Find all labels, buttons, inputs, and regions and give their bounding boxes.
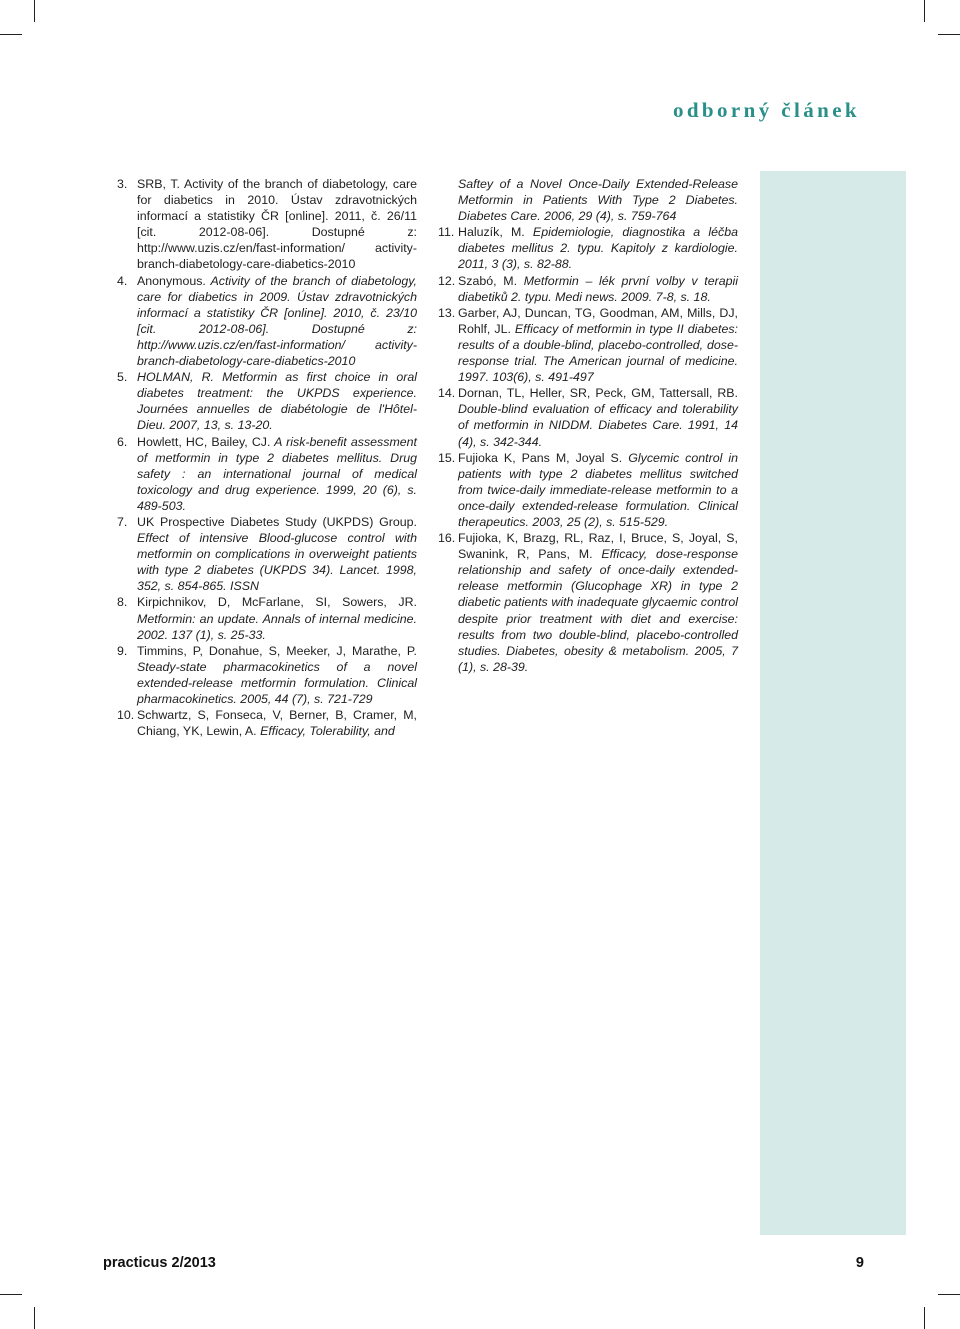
- reference-item: [117, 176, 417, 273]
- reference-title: Effect of intensive Blood-glucose control with metformin on complications in overweight patients with type 2 diabetes (UKPDS 34). Lancet. 1998, 352, s. 854-865. ISSN: [137, 531, 417, 594]
- reference-number: 9.: [117, 643, 128, 658]
- references-right-column: [438, 176, 738, 675]
- reference-title: Efficacy, Tolerability, and: [256, 724, 395, 739]
- reference-item: [438, 450, 738, 530]
- reference-number: 12.: [438, 273, 456, 288]
- crop-mark: [34, 0, 35, 22]
- crop-mark: [924, 1307, 925, 1329]
- reference-title: Saftey of a Novel Once-Daily Extended-Release Metformin in Patients With Type 2 Diabetes. Diabetes Care. 2006, 29 (4), s. 759-764: [458, 177, 738, 224]
- reference-item: [438, 305, 738, 385]
- reference-number: 7.: [117, 514, 128, 529]
- crop-mark: [938, 34, 960, 35]
- reference-number: 11.: [438, 225, 455, 240]
- reference-number: 4.: [117, 273, 128, 288]
- crop-mark: [34, 1307, 35, 1329]
- reference-authors: UK Prospective Diabetes Study (UKPDS) Group.: [137, 514, 417, 529]
- reference-number: 16.: [438, 531, 456, 546]
- reference-item: [117, 273, 417, 370]
- crop-mark: [0, 34, 22, 35]
- reference-item: [117, 369, 417, 433]
- crop-mark: [938, 1294, 960, 1295]
- reference-authors: Fujioka, K, Brazg, RL, Raz, I, Bruce, S, Joyal, S, Swanink, R, Pans, M.: [458, 531, 738, 562]
- reference-authors: Howlett, HC, Bailey, CJ.: [137, 434, 271, 449]
- reference-authors: Dornan, TL, Heller, SR, Peck, GM, Tattersall, RB.: [458, 386, 738, 401]
- reference-authors: Timmins, P, Donahue, S, Meeker, J, Marathe, P.: [137, 643, 417, 658]
- footer-journal: practicus 2/2013: [103, 1255, 216, 1271]
- reference-title: Double-blind evaluation of efficacy and tolerability of metformin in NIDDM. Diabetes Care. 1991, 14 (4), s. 342-344.: [458, 402, 738, 449]
- reference-authors: Haluzík, M.: [458, 225, 525, 240]
- reference-item: [117, 434, 417, 514]
- reference-item: [117, 514, 417, 594]
- reference-authors: Schwartz, S, Fonseca, V, Berner, B, Cramer, M, Chiang, YK, Lewin, A.: [137, 708, 417, 739]
- reference-number: 15.: [438, 450, 456, 465]
- reference-item: [117, 594, 417, 642]
- reference-number: 14.: [438, 386, 456, 401]
- reference-title: Epidemiologie, diagnostika a léčba diabetes mellitus 2. typu. Kapitoly z kardiologie. 2011, 3 (3), s. 82-88.: [458, 225, 739, 272]
- sidebar-panel: [760, 171, 906, 1235]
- reference-item: [117, 707, 417, 739]
- reference-title: Activity of the branch of diabetology, care for diabetics in 2009. Ústav zdravotnických informací a statistiky ČR [online]. 2010, č. 23/10 [cit. 2012-08-06]. Dostupné z: http://www.uzis.cz/en/fast-information/ activity-branch-diabetology-care-diabetics-2010: [137, 273, 417, 369]
- reference-title: HOLMAN, R. Metformin as first choice in oral diabetes treatment: the UKPDS experience. Journées annuelles de diabétologie de l'Hôtel-Dieu. 2007, 13, s. 13-20.: [137, 370, 417, 433]
- reference-authors: Szabó, M.: [458, 273, 518, 288]
- reference-number: 13.: [438, 305, 456, 320]
- reference-number: 8.: [117, 595, 128, 610]
- section-title: odborný článek: [672, 98, 860, 122]
- reference-authors: Garber, AJ, Duncan, TG, Goodman, AM, Mills, DJ, Rohlf, JL.: [458, 305, 738, 336]
- reference-authors: Kirpichnikov, D, McFarlane, SI, Sowers, JR.: [137, 595, 417, 610]
- reference-item: [438, 385, 738, 449]
- reference-item-continued: [438, 176, 738, 224]
- reference-item: [117, 643, 417, 707]
- reference-title: Metformin: an update. Annals of internal medicine. 2002. 137 (1), s. 25-33.: [137, 611, 417, 642]
- page-number: 9: [855, 1255, 864, 1271]
- reference-title: Glycemic control in patients with type 2 diabetes mellitus switched from twice-daily immediate-release metformin to a once-daily extended-release formulation. Clinical therapeutics. 2003, 25 (2), s. 515-529.: [458, 450, 738, 529]
- reference-number: 3.: [117, 177, 128, 191]
- reference-authors: Fujioka K, Pans M, Joyal S.: [458, 450, 623, 465]
- reference-title: Steady-state pharmacokinetics of a novel extended-release metformin formulation. Clinical pharmacokinetics. 2005, 44 (7), s. 721-729: [137, 659, 417, 706]
- reference-number: 6.: [117, 434, 128, 449]
- reference-title: A risk-benefit assessment of metformin in type 2 diabetes mellitus. Drug safety : an international journal of medical toxicology and drug experience. 1999, 20 (6), s. 489-503.: [137, 434, 417, 513]
- reference-number: 5.: [117, 370, 128, 385]
- reference-item: [438, 273, 738, 305]
- reference-authors: SRB, T. Activity of the branch of diabetology, care for diabetics in 2010. Ústav zdravotnických informací a statistiky ČR [online]. 2011, č. 26/11 [cit. 2012-08-06]. Dostupné z: http://www.uzis.cz/en/fast-information/ activity-branch-diabetology-care-diabetics-2010: [137, 177, 417, 272]
- reference-item: [438, 224, 738, 272]
- crop-mark: [924, 0, 925, 22]
- reference-number: 10.: [117, 708, 135, 723]
- references-left-column: [117, 176, 417, 739]
- crop-mark: [0, 1294, 22, 1295]
- reference-item: [438, 530, 738, 675]
- reference-title: Efficacy of metformin in type II diabetes: results of a double-blind, placebo-controlled, dose-response trial. The American journal of medicine. 1997. 103(6), s. 491-497: [458, 321, 738, 385]
- reference-authors: Anonymous.: [137, 273, 206, 288]
- reference-title: Metformin – lék první volby v terapii diabetiků 2. typu. Medi news. 2009. 7-8, s. 18.: [458, 273, 738, 304]
- reference-title: Efficacy, dose-response relationship and safety of once-daily extended-release metformin (Glucophage XR) in type 2 diabetic patients with inadequate glycaemic control despite prior treatment with diet and exercise: results from two double-blind, placebo-controlled studies. Diabetes, obesity & metabolism. 2005, 7 (1), s. 28-39.: [458, 547, 738, 674]
